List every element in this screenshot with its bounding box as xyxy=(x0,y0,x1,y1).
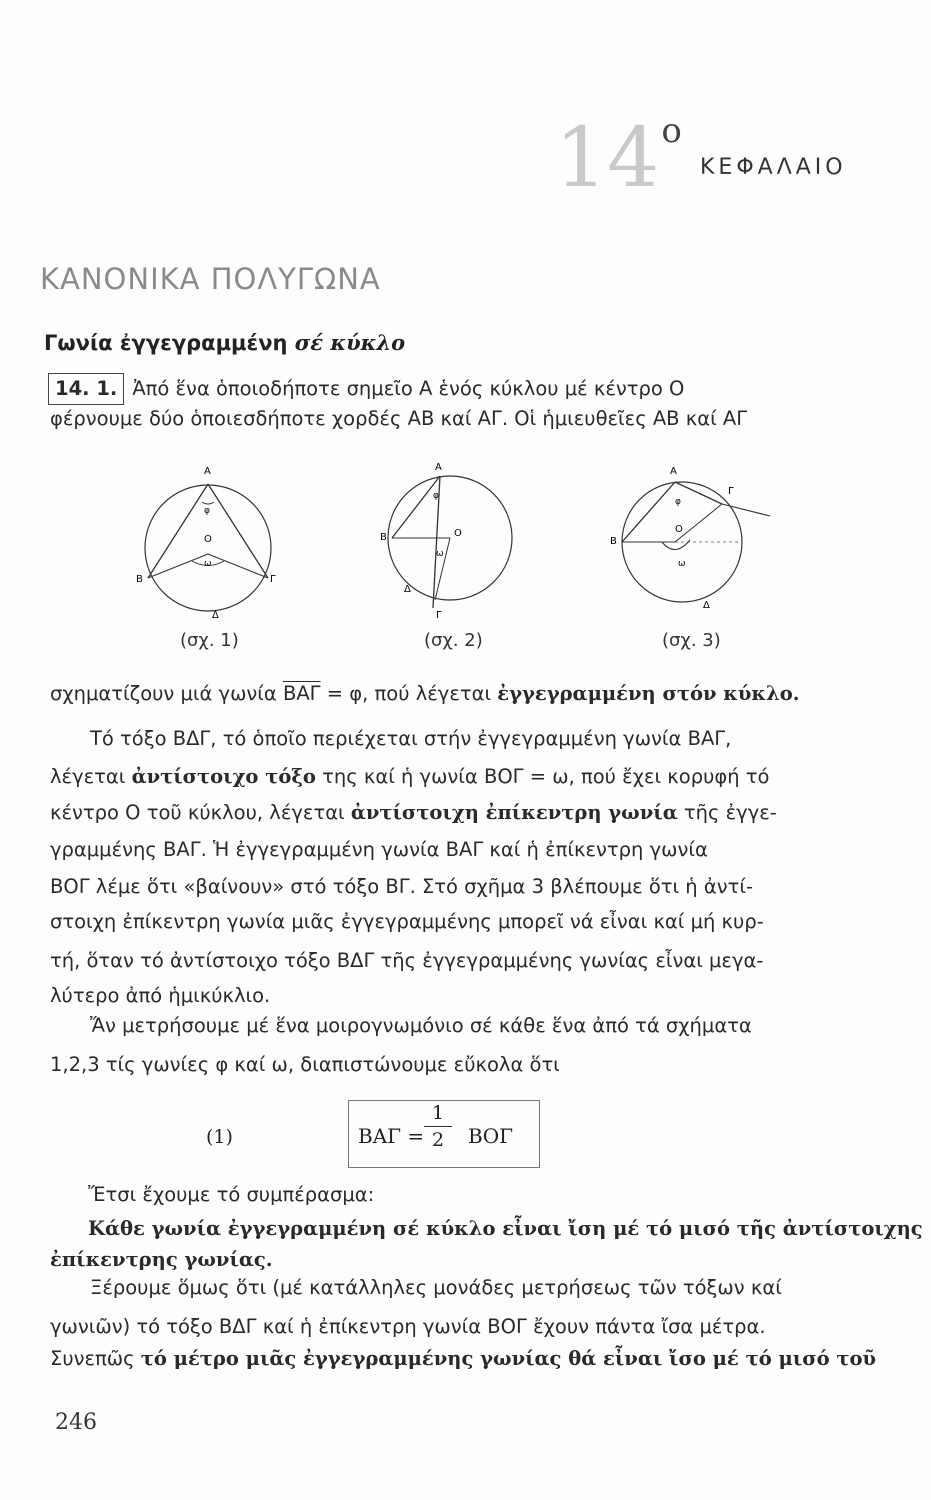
label-D: Δ xyxy=(212,610,219,621)
body-line: ΒΟΓ λέμε ὅτι «βαίνουν» στό τόξο ΒΓ. Στό σχῆμα 3 βλέπουμε ὅτι ἡ ἀντί- xyxy=(50,875,753,898)
fraction-denominator: 2 xyxy=(431,1129,445,1151)
label-phi: φ xyxy=(204,506,210,516)
label-D: Δ xyxy=(404,584,411,595)
label-omega: ω xyxy=(678,559,686,569)
formula-right: ΒΟΓ xyxy=(468,1124,513,1148)
para-line: φέρνουμε δύο ὁποιεσδήποτε χορδές ΑΒ καί ΑΓ. Οἱ ἡμιευθεῖες ΑΒ καί ΑΓ xyxy=(50,407,748,430)
label-B: Β xyxy=(380,532,387,543)
label-O: Ο xyxy=(454,528,462,539)
label-A: Α xyxy=(435,462,442,473)
label-phi: φ xyxy=(433,491,439,501)
formula-number: (1) xyxy=(206,1126,233,1148)
body-line: Ξέρουμε ὅμως ὅτι (μέ κατάλληλες μονάδες μετρήσεως τῶν τόξων καί xyxy=(90,1276,782,1299)
label-B: Β xyxy=(610,536,617,547)
formula-fraction xyxy=(424,1102,452,1151)
label-B: Β xyxy=(136,574,143,585)
body-line: Τό τόξο ΒΔΓ, τό ὁποῖο περιέχεται στήν ἐγγεγραμμένη γωνία ΒΑΓ, xyxy=(90,727,732,750)
chapter-superscript: ο xyxy=(661,111,682,151)
figure-caption: (σχ. 3) xyxy=(662,630,721,651)
chapter-title: ΚΑΝΟΝΙΚΑ ΠΟΛΥΓΩΝΑ xyxy=(40,262,381,296)
body-line: στοιχη ἐπίκεντρη γωνία μιᾶς ἐγγεγραμμένης μπορεῖ νά εἶναι καί μή κυρ- xyxy=(50,910,764,933)
page-number: 246 xyxy=(55,1410,97,1435)
body-line: τή, ὅταν τό ἀντίστοιχο τόξο ΒΔΓ τῆς ἐγγεγραμμένης γωνίας εἶναι μεγα- xyxy=(50,949,764,972)
chapter-word: ΚΕΦΑΛΑΙΟ xyxy=(700,155,847,180)
conclusion-bold-line: ἐπίκεντρης γωνίας. xyxy=(50,1248,273,1271)
label-D: Δ xyxy=(703,600,710,611)
figure-1 xyxy=(136,466,276,621)
formula-left: ΒΑΓ = xyxy=(358,1124,425,1148)
figure-2 xyxy=(380,462,512,621)
figure-caption: (σχ. 2) xyxy=(424,630,483,651)
label-omega: ω xyxy=(436,549,444,559)
section-title: Γωνία ἐγγεγραμμένη σέ κύκλο xyxy=(44,330,406,355)
body-line: 1,2,3 τίς γωνίες φ καί ω, διαπιστώνουμε εὔκολα ὅτι xyxy=(50,1053,560,1076)
figure-caption: (σχ. 1) xyxy=(180,630,239,651)
label-G: Γ xyxy=(728,486,734,497)
label-O: Ο xyxy=(675,524,683,535)
label-A: Α xyxy=(670,466,677,477)
label-G: Γ xyxy=(270,574,276,585)
section-number: 14. 1. xyxy=(48,373,124,405)
body-line: γραμμένης ΒΑΓ. Ἡ ἐγγεγραμμένη γωνία ΒΑΓ καί ἡ ἐπίκεντρη γωνία xyxy=(50,838,708,861)
label-G: Γ xyxy=(436,610,442,621)
fraction-numerator: 1 xyxy=(431,1102,445,1124)
figures xyxy=(130,458,790,638)
body-line: Συνεπῶς τό μέτρο μιᾶς ἐγγεγραμμένης γωνίας θά εἶναι ἴσο μέ τό μισό τοῦ xyxy=(50,1347,877,1370)
body-line: λύτερο ἀπό ἡμικύκλιο. xyxy=(50,984,271,1007)
label-A: Α xyxy=(204,466,211,477)
label-omega: ω xyxy=(204,559,212,569)
conclusion-bold-line: Κάθε γωνία ἐγγεγραμμένη σέ κύκλο εἶναι ἴση μέ τό μισό τῆς ἀντίστοιχης xyxy=(88,1217,923,1240)
label-phi: φ xyxy=(675,497,681,507)
para-line: 14. 1. Ἀπό ἕνα ὁποιοδήποτε σημεῖο Α ἑνός κύκλου μέ κέντρο Ο xyxy=(48,373,684,405)
body-line: κέντρο Ο τοῦ κύκλου, λέγεται ἀντίστοιχη ἐπίκεντρη γωνία τῆς ἐγγε- xyxy=(50,801,777,824)
label-O: Ο xyxy=(204,534,212,545)
body-line: Ἄν μετρήσουμε μέ ἕνα μοιρογνωμόνιο σέ κάθε ἕνα ἀπό τά σχήματα xyxy=(90,1014,752,1037)
body-line: γωνιῶν) τό τόξο ΒΔΓ καί ἡ ἐπίκεντρη γωνία ΒΟΓ ἔχουν πάντα ἴσα μέτρα. xyxy=(50,1315,766,1338)
body-line: σχηματίζουν μιά γωνία $\overline{BA\Gamma} = \varphi$, πού λέγεται ἐγγεγραμμένη στόν κύκλο. xyxy=(50,682,800,705)
figure-3 xyxy=(610,466,770,611)
conclusion-intro: Ἔτσι ἔχουμε τό συμπέρασμα: xyxy=(88,1183,375,1206)
chapter-number: $14^o$ xyxy=(555,111,682,206)
body-line: λέγεται ἀντίστοιχο τόξο της καί ἡ γωνία ΒΟΓ = ω, πού ἔχει κορυφή τό xyxy=(50,765,770,788)
